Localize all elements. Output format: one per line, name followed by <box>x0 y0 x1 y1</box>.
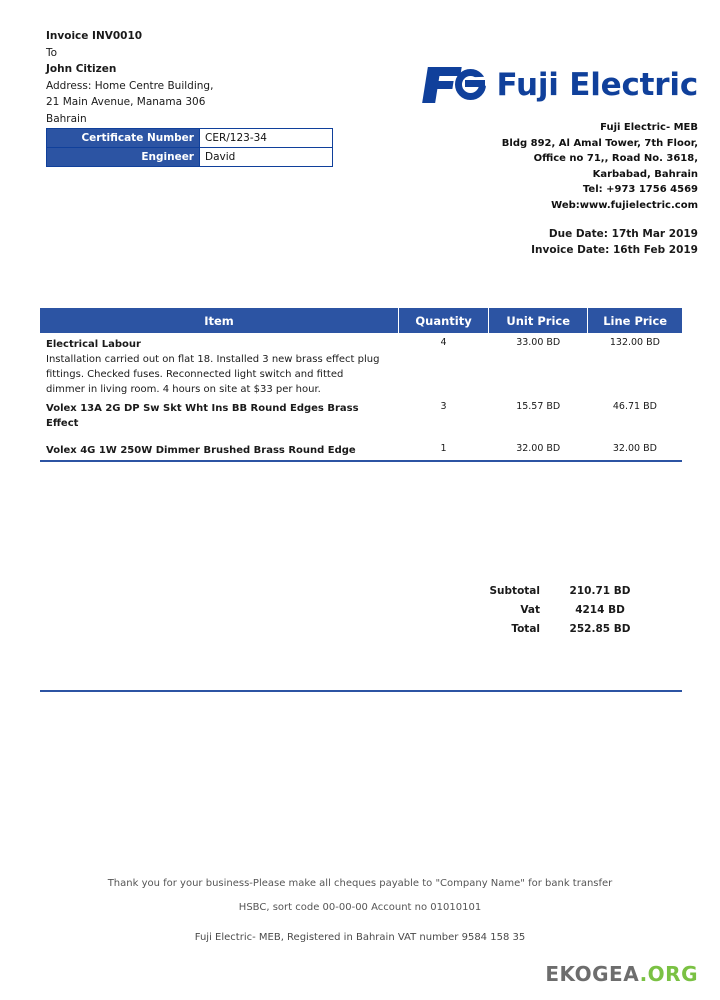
company-name: Fuji Electric- MEB <box>600 122 698 133</box>
company-address-line-1: Bldg 892, Al Amal Tower, 7th Floor, <box>501 137 698 149</box>
totals-block <box>430 582 680 639</box>
line-item-quantity: 4 <box>440 337 447 348</box>
line-item-title: Electrical Labour <box>46 339 141 350</box>
line-item-unit-price: 32.00 BD <box>516 443 561 454</box>
line-items-bottom-rule <box>40 461 682 462</box>
customer-address-line-1: Address: Home Centre Building, <box>46 79 214 92</box>
line-item-quantity: 1 <box>440 443 447 454</box>
customer-name: John Citizen <box>46 63 117 75</box>
company-address-line-3: Karbabad, Bahrain <box>592 168 698 180</box>
line-item-detail-3: dimmer in living room. 4 hours on site at $33 per hour. <box>46 384 321 395</box>
invoice-date: Invoice Date: 16th Feb 2019 <box>531 244 698 256</box>
subtotal-value: 210.71 BD <box>569 585 631 597</box>
company-phone: Tel: +973 1756 4569 <box>582 184 698 195</box>
line-item-title: Volex 4G 1W 250W Dimmer Brushed Brass Round Edge <box>46 445 356 456</box>
company-website: Web:www.fujielectric.com <box>551 199 698 211</box>
customer-address-line-2: 21 Main Avenue, Manama 306 <box>46 96 206 108</box>
total-row <box>430 620 680 639</box>
customer-address-line-3: Bahrain <box>46 112 87 125</box>
company-address-line-2: Office no 71,, Road No. 3618, <box>533 153 698 164</box>
header-item: Item <box>40 308 398 333</box>
header-line-price: Line Price <box>588 308 682 333</box>
fuji-electric-logo-icon <box>425 63 487 107</box>
footer-payment-note: Thank you for your business-Please make all cheques payable to "Company Name" for bank transfer <box>107 878 613 889</box>
table-row <box>40 399 682 433</box>
header-quantity: Quantity <box>398 308 488 333</box>
due-date: Due Date: 17th Mar 2019 <box>548 228 698 240</box>
watermark-name: EKOGEA <box>545 962 640 986</box>
total-value: 252.85 BD <box>569 623 631 635</box>
line-item-title: Volex 13A 2G DP Sw Skt Wht Ins BB Round Edges Brass Effect <box>46 403 359 429</box>
engineer-value: David <box>200 148 333 167</box>
vat-value: 4214 BD <box>575 604 625 616</box>
line-item-line-price: 32.00 BD <box>612 443 657 454</box>
brand-name: Fuji Electric <box>496 66 698 103</box>
to-label: To <box>46 46 58 59</box>
invoice-footer <box>0 872 720 950</box>
engineer-row <box>47 148 333 167</box>
vat-label: Vat <box>520 604 540 616</box>
line-items-table <box>40 308 682 462</box>
line-item-description <box>40 433 398 461</box>
brand-logo <box>408 58 698 112</box>
line-item-unit-price: 33.00 BD <box>516 337 561 348</box>
line-item-detail-2: fittings. Checked fuses. Reconnected light switch and fitted <box>46 369 344 380</box>
table-row <box>40 433 682 461</box>
total-label: Total <box>511 623 540 635</box>
invoice-number: Invoice INV0010 <box>46 30 143 42</box>
line-item-description <box>40 333 398 399</box>
company-address-block <box>398 120 698 213</box>
section-divider <box>40 690 682 692</box>
footer-bank-details: HSBC, sort code 00-00-00 Account no 01010101 <box>238 902 482 913</box>
watermark-tld: .ORG <box>639 962 698 986</box>
subtotal-label: Subtotal <box>489 585 540 597</box>
watermark <box>545 962 698 986</box>
line-item-description <box>40 399 398 433</box>
line-item-detail-1: Installation carried out on flat 18. Installed 3 new brass effect plug <box>46 354 380 365</box>
header-unit-price: Unit Price <box>489 308 588 333</box>
table-row <box>40 333 682 399</box>
certificate-row <box>47 129 333 148</box>
certificate-number-label: Certificate Number <box>47 129 200 148</box>
line-item-unit-price: 15.57 BD <box>516 401 561 412</box>
subtotal-row <box>430 582 680 601</box>
certificate-table <box>46 128 333 167</box>
certificate-number-value: CER/123-34 <box>200 129 333 148</box>
line-item-line-price: 46.71 BD <box>612 401 657 412</box>
line-items-header-row <box>40 308 682 333</box>
line-item-line-price: 132.00 BD <box>609 337 660 348</box>
line-item-quantity: 3 <box>440 401 447 412</box>
invoice-dates-block <box>398 226 698 258</box>
vat-row <box>430 601 680 620</box>
engineer-label: Engineer <box>47 148 200 167</box>
footer-registration: Fuji Electric- MEB, Registered in Bahrain VAT number 9584 158 35 <box>194 932 526 943</box>
bill-to-block <box>46 28 366 127</box>
